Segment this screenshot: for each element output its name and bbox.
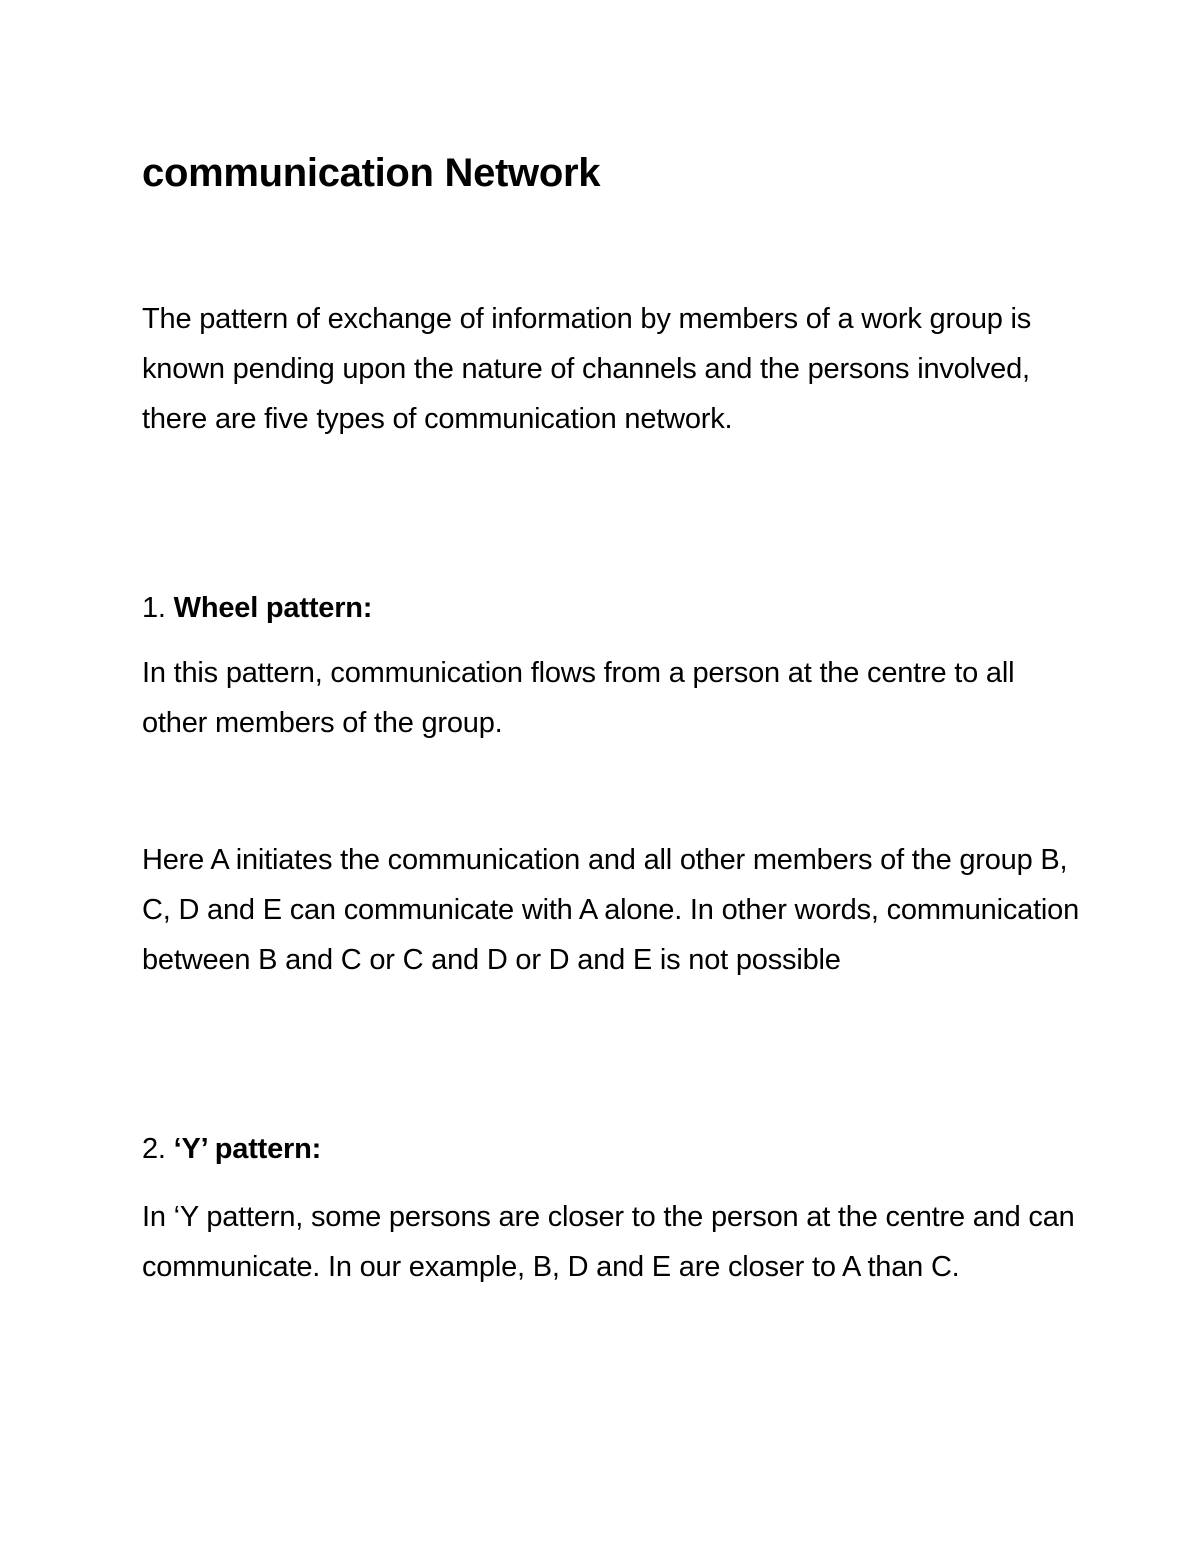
section-heading-wheel-pattern [142,584,1082,634]
y-pattern-paragraph-1: In ‘Y pattern, some persons are closer to the person at the centre and can communicate. In our example, B, D and E are closer to A than C. [142,1201,1075,1283]
section-number: 1. [142,592,174,624]
section-heading-y-pattern [142,1125,1082,1175]
section-number: 2. [142,1133,174,1165]
section-heading-label: Wheel pattern: [173,592,373,624]
wheel-pattern-paragraph-2: Here A initiates the communication and all other members of the group B, C, D and E can communicate with A alone. In other words, communication between B and C or C and D or D and E is not possible [142,844,1080,976]
intro-paragraph: The pattern of exchange of information by members of a work group is known pending upon the nature of channels and the persons involved, there are five types of communication network. [142,303,1032,435]
section-heading-label: ‘Y’ pattern: [173,1133,322,1165]
page-title: communication Network [142,151,601,195]
wheel-pattern-paragraph-1: In this pattern, communication flows from a person at the centre to all other members of the group. [142,657,1015,739]
